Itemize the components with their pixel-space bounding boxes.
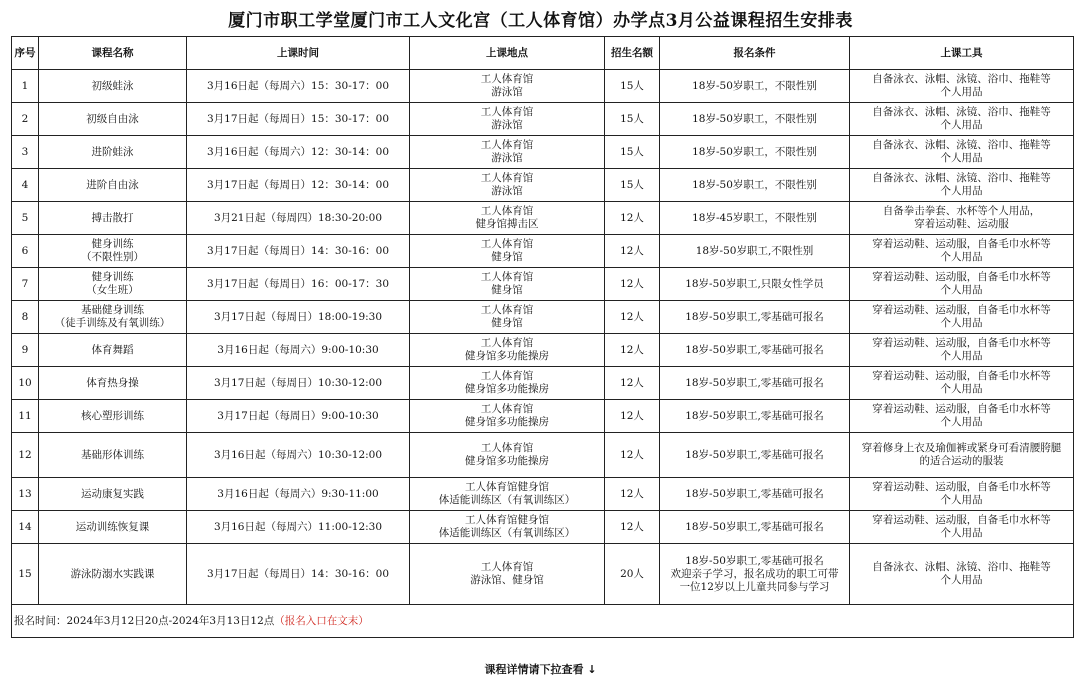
cell-tools: 穿着运动鞋、运动服，自备毛巾水杯等 个人用品 bbox=[850, 478, 1074, 511]
cell-location: 工人体育馆 游泳馆、健身馆 bbox=[410, 544, 605, 605]
cell-class-time: 3月16日起（每周六）9:00-10:30 bbox=[187, 334, 410, 367]
registration-entry-note[interactable]: （报名入口在文末） bbox=[274, 614, 369, 627]
cell-class-time: 3月16日起（每周六）11:00-12:30 bbox=[187, 511, 410, 544]
table-header-row bbox=[12, 37, 1074, 70]
cell-location: 工人体育馆 健身馆多功能操房 bbox=[410, 334, 605, 367]
cell-location: 工人体育馆健身馆 体适能训练区（有氧训练区） bbox=[410, 511, 605, 544]
cell-no: 12 bbox=[12, 433, 39, 478]
cell-conditions: 18岁-50岁职工,零基础可报名 bbox=[660, 334, 850, 367]
cell-course-name: 游泳防溺水实践课 bbox=[39, 544, 187, 605]
cell-conditions: 18岁-50岁职工,零基础可报名 欢迎亲子学习，报名成功的职工可带 一位12岁以上儿童共同参与学习 bbox=[660, 544, 850, 605]
table-row bbox=[12, 103, 1074, 136]
header-location: 上课地点 bbox=[410, 37, 605, 70]
cell-conditions: 18岁-50岁职工，不限性别 bbox=[660, 136, 850, 169]
cell-tools: 自备泳衣、泳帽、泳镜、浴巾、拖鞋等 个人用品 bbox=[850, 544, 1074, 605]
cell-location: 工人体育馆 游泳馆 bbox=[410, 103, 605, 136]
cell-quota: 15人 bbox=[605, 70, 660, 103]
cell-class-time: 3月17日起（每周日）10:30-12:00 bbox=[187, 367, 410, 400]
table-row bbox=[12, 367, 1074, 400]
cell-tools: 穿着运动鞋、运动服，自备毛巾水杯等 个人用品 bbox=[850, 301, 1074, 334]
cell-no: 8 bbox=[12, 301, 39, 334]
cell-course-name: 初级自由泳 bbox=[39, 103, 187, 136]
cell-course-name: 进阶自由泳 bbox=[39, 169, 187, 202]
cell-location: 工人体育馆 游泳馆 bbox=[410, 169, 605, 202]
table-row bbox=[12, 70, 1074, 103]
registration-time-text: 报名时间：2024年3月12日20点-2024年3月13日12点 bbox=[14, 614, 275, 627]
cell-course-name: 搏击散打 bbox=[39, 202, 187, 235]
cell-location: 工人体育馆 健身馆 bbox=[410, 268, 605, 301]
cell-class-time: 3月16日起（每周六）10:30-12:00 bbox=[187, 433, 410, 478]
cell-conditions: 18岁-50岁职工,零基础可报名 bbox=[660, 433, 850, 478]
cell-location: 工人体育馆 健身馆 bbox=[410, 301, 605, 334]
cell-conditions: 18岁-50岁职工，不限性别 bbox=[660, 103, 850, 136]
cell-quota: 12人 bbox=[605, 400, 660, 433]
cell-course-name: 运动康复实践 bbox=[39, 478, 187, 511]
cell-tools: 穿着运动鞋、运动服，自备毛巾水杯等 个人用品 bbox=[850, 367, 1074, 400]
footer-row bbox=[12, 605, 1074, 638]
cell-course-name: 体育热身操 bbox=[39, 367, 187, 400]
cell-no: 7 bbox=[12, 268, 39, 301]
cell-no: 11 bbox=[12, 400, 39, 433]
cell-location: 工人体育馆 健身馆多功能操房 bbox=[410, 433, 605, 478]
cell-conditions: 18岁-50岁职工，不限性别 bbox=[660, 169, 850, 202]
cell-no: 6 bbox=[12, 235, 39, 268]
cell-tools: 自备泳衣、泳帽、泳镜、浴巾、拖鞋等 个人用品 bbox=[850, 103, 1074, 136]
cell-conditions: 18岁-50岁职工,零基础可报名 bbox=[660, 301, 850, 334]
header-course-name: 课程名称 bbox=[39, 37, 187, 70]
cell-location: 工人体育馆 健身馆多功能操房 bbox=[410, 400, 605, 433]
cell-quota: 12人 bbox=[605, 511, 660, 544]
cell-quota: 12人 bbox=[605, 235, 660, 268]
cell-conditions: 18岁-50岁职工，不限性别 bbox=[660, 70, 850, 103]
table-row bbox=[12, 400, 1074, 433]
cell-class-time: 3月17日起（每周日）16：00-17：30 bbox=[187, 268, 410, 301]
cell-no: 10 bbox=[12, 367, 39, 400]
cell-class-time: 3月17日起（每周日）14：30-16：00 bbox=[187, 235, 410, 268]
table-row bbox=[12, 202, 1074, 235]
cell-course-name: 进阶蛙泳 bbox=[39, 136, 187, 169]
cell-course-name: 健身训练 （不限性别） bbox=[39, 235, 187, 268]
cell-no: 1 bbox=[12, 70, 39, 103]
cell-quota: 15人 bbox=[605, 103, 660, 136]
cell-conditions: 18岁-50岁职工,只限女性学员 bbox=[660, 268, 850, 301]
cell-conditions: 18岁-50岁职工,零基础可报名 bbox=[660, 511, 850, 544]
cell-location: 工人体育馆健身馆 体适能训练区（有氧训练区） bbox=[410, 478, 605, 511]
cell-course-name: 核心塑形训练 bbox=[39, 400, 187, 433]
cell-location: 工人体育馆 健身馆多功能操房 bbox=[410, 367, 605, 400]
cell-quota: 15人 bbox=[605, 169, 660, 202]
table-row bbox=[12, 334, 1074, 367]
page-title: 厦门市职工学堂厦门市工人文化宫（工人体育馆）办学点3月公益课程招生安排表 bbox=[228, 11, 853, 31]
cell-class-time: 3月16日起（每周六）9:30-11:00 bbox=[187, 478, 410, 511]
cell-tools: 穿着运动鞋、运动服，自备毛巾水杯等 个人用品 bbox=[850, 400, 1074, 433]
cell-location: 工人体育馆 健身馆搏击区 bbox=[410, 202, 605, 235]
cell-no: 13 bbox=[12, 478, 39, 511]
cell-course-name: 初级蛙泳 bbox=[39, 70, 187, 103]
header-quota: 招生名额 bbox=[605, 37, 660, 70]
cell-tools: 穿着修身上衣及瑜伽裤或紧身可看清腰胯腿 的适合运动的服装 bbox=[850, 433, 1074, 478]
table-row bbox=[12, 544, 1074, 605]
cell-location: 工人体育馆 游泳馆 bbox=[410, 136, 605, 169]
table-row bbox=[12, 301, 1074, 334]
cell-tools: 自备泳衣、泳帽、泳镜、浴巾、拖鞋等 个人用品 bbox=[850, 136, 1074, 169]
cell-course-name: 基础健身训练 （徒手训练及有氧训练） bbox=[39, 301, 187, 334]
header-conditions: 报名条件 bbox=[660, 37, 850, 70]
cell-tools: 自备泳衣、泳帽、泳镜、浴巾、拖鞋等 个人用品 bbox=[850, 169, 1074, 202]
cell-conditions: 18岁-50岁职工,零基础可报名 bbox=[660, 478, 850, 511]
registration-time bbox=[12, 605, 1074, 638]
table-row bbox=[12, 268, 1074, 301]
cell-no: 5 bbox=[12, 202, 39, 235]
cell-no: 2 bbox=[12, 103, 39, 136]
cell-quota: 12人 bbox=[605, 367, 660, 400]
cell-tools: 穿着运动鞋、运动服，自备毛巾水杯等 个人用品 bbox=[850, 268, 1074, 301]
scroll-hint[interactable] bbox=[0, 661, 1081, 677]
cell-conditions: 18岁-50岁职工,零基础可报名 bbox=[660, 400, 850, 433]
cell-quota: 12人 bbox=[605, 433, 660, 478]
cell-tools: 穿着运动鞋、运动服，自备毛巾水杯等 个人用品 bbox=[850, 511, 1074, 544]
table-row bbox=[12, 478, 1074, 511]
cell-quota: 12人 bbox=[605, 202, 660, 235]
table-row bbox=[12, 433, 1074, 478]
cell-course-name: 运动训练恢复课 bbox=[39, 511, 187, 544]
down-arrow-icon: ↓ bbox=[587, 663, 597, 676]
cell-quota: 12人 bbox=[605, 478, 660, 511]
header-tools: 上课工具 bbox=[850, 37, 1074, 70]
cell-class-time: 3月17日起（每周日）15：30-17：00 bbox=[187, 103, 410, 136]
cell-class-time: 3月17日起（每周日）18:00-19:30 bbox=[187, 301, 410, 334]
cell-conditions: 18岁-50岁职工,零基础可报名 bbox=[660, 367, 850, 400]
cell-no: 14 bbox=[12, 511, 39, 544]
cell-location: 工人体育馆 健身馆 bbox=[410, 235, 605, 268]
cell-course-name: 基础形体训练 bbox=[39, 433, 187, 478]
cell-location: 工人体育馆 游泳馆 bbox=[410, 70, 605, 103]
cell-quota: 12人 bbox=[605, 301, 660, 334]
cell-tools: 自备泳衣、泳帽、泳镜、浴巾、拖鞋等 个人用品 bbox=[850, 70, 1074, 103]
cell-no: 4 bbox=[12, 169, 39, 202]
cell-class-time: 3月17日起（每周日）12：30-14：00 bbox=[187, 169, 410, 202]
cell-no: 3 bbox=[12, 136, 39, 169]
table-row bbox=[12, 235, 1074, 268]
cell-quota: 12人 bbox=[605, 334, 660, 367]
cell-class-time: 3月16日起（每周六）12：30-14：00 bbox=[187, 136, 410, 169]
cell-tools: 穿着运动鞋、运动服，自备毛巾水杯等 个人用品 bbox=[850, 334, 1074, 367]
header-no: 序号 bbox=[12, 37, 39, 70]
cell-quota: 20人 bbox=[605, 544, 660, 605]
cell-class-time: 3月17日起（每周日）9:00-10:30 bbox=[187, 400, 410, 433]
table-row bbox=[12, 136, 1074, 169]
table-row bbox=[12, 169, 1074, 202]
cell-course-name: 体育舞蹈 bbox=[39, 334, 187, 367]
cell-class-time: 3月21日起（每周四）18:30-20:00 bbox=[187, 202, 410, 235]
cell-class-time: 3月17日起（每周日）14：30-16：00 bbox=[187, 544, 410, 605]
cell-conditions: 18岁-50岁职工,不限性别 bbox=[660, 235, 850, 268]
cell-class-time: 3月16日起（每周六）15：30-17：00 bbox=[187, 70, 410, 103]
cell-course-name: 健身训练 （女生班） bbox=[39, 268, 187, 301]
cell-conditions: 18岁-45岁职工，不限性别 bbox=[660, 202, 850, 235]
cell-quota: 15人 bbox=[605, 136, 660, 169]
cell-tools: 穿着运动鞋、运动服，自备毛巾水杯等 个人用品 bbox=[850, 235, 1074, 268]
scroll-hint-text: 课程详情请下拉查看 bbox=[484, 663, 584, 676]
cell-quota: 12人 bbox=[605, 268, 660, 301]
cell-tools: 自备拳击拳套、水杯等个人用品， 穿着运动鞋、运动服 bbox=[850, 202, 1074, 235]
cell-no: 9 bbox=[12, 334, 39, 367]
cell-no: 15 bbox=[12, 544, 39, 605]
schedule-table bbox=[11, 36, 1074, 638]
table-row bbox=[12, 511, 1074, 544]
header-class-time: 上课时间 bbox=[187, 37, 410, 70]
